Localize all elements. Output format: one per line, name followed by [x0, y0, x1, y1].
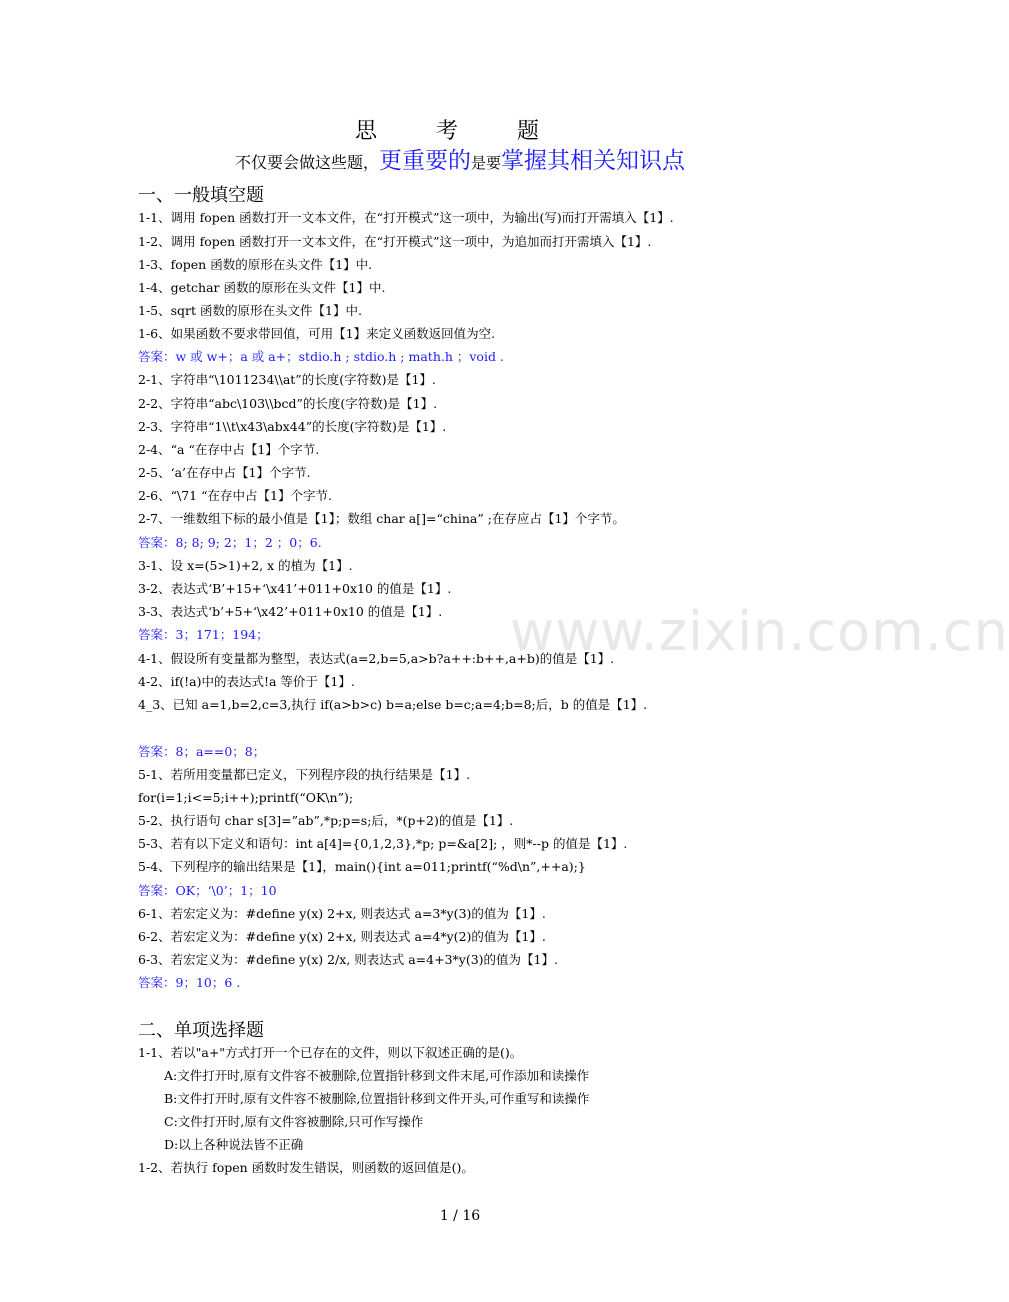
subtitle-emphasis-1: 更重要的: [379, 148, 471, 174]
question-line: 4-2、if(!a)中的表达式!a 等价于【1】.: [138, 674, 355, 689]
question-line: 5-2、执行语句 char s[3]=”ab”,*p;p=s;后，*(p+2)的值是【1】.: [138, 813, 514, 828]
code-line: for(i=1;i<=5;i++);printf(“OK\n”);: [138, 790, 354, 805]
question-line: 3-2、表达式‘B’+15+‘\x41’+011+0x10 的值是【1】.: [138, 581, 452, 596]
question-line: 5-1、若所用变量都已定义，下列程序段的执行结果是【1】.: [138, 767, 471, 782]
question-line: 1-6、如果函数不要求带回值，可用【1】来定义函数返回值为空.: [138, 326, 496, 341]
answer-line: 答案：8; 8; 9; 2；1；2 ；0；6.: [138, 535, 322, 550]
question-line: 2-2、字符串“abc\103\\bcd”的长度(字符数)是【1】.: [138, 396, 438, 411]
question-line: 4-1、假设所有变量都为整型，表达式(a=2,b=5,a>b?a++:b++,a+b)的值是【1】.: [138, 651, 615, 666]
watermark: www.zixin.com.cn: [510, 600, 1009, 663]
question-line: 6-1、若宏定义为：#define y(x) 2+x, 则表达式 a=3*y(3)的值为【1】.: [138, 906, 546, 921]
question-line: 3-3、表达式‘b’+5+‘\x42’+011+0x10 的值是【1】.: [138, 604, 443, 619]
choice-option-d: D:以上各种说法皆不正确: [164, 1137, 304, 1152]
question-line: 1-1、若以"a+"方式打开一个已存在的文件，则以下叙述正确的是()。: [138, 1045, 523, 1060]
question-line: 2-4、“a “在存中占【1】个字节.: [138, 442, 320, 457]
question-line: 6-2、若宏定义为：#define y(x) 2+x, 则表达式 a=4*y(2)的值为【1】.: [138, 929, 546, 944]
question-line: 4_3、已知 a=1,b=2,c=3,执行 if(a>b>c) b=a;else b=c;a=4;b=8;后，b 的值是【1】.: [138, 697, 648, 712]
answer-line: 答案：3；171；194；: [138, 627, 269, 642]
section-heading-fill-in: 一、一般填空题: [138, 185, 264, 206]
question-line: 1-1、调用 fopen 函数打开一文本文件，在“打开模式”这一项中，为输出(写)而打开需填入【1】.: [138, 210, 674, 225]
question-line: 2-6、“\71 “在存中占【1】个字节.: [138, 488, 332, 503]
choice-option-b: B:文件打开时,原有文件容不被删除,位置指针移到文件开头,可作重写和读操作: [164, 1091, 590, 1106]
question-line: 3-1、设 x=(5>1)+2, x 的植为【1】.: [138, 558, 353, 573]
question-line: 1-5、sqrt 函数的原形在头文件【1】中.: [138, 303, 362, 318]
question-line: 1-2、调用 fopen 函数打开一文本文件，在“打开模式”这一项中，为追加而打开需填入【1】.: [138, 234, 652, 249]
question-line: 5-4、下列程序的输出结果是【1】，main(){int a=011;printf(“%d\n”,++a);}: [138, 859, 586, 874]
choice-option-c: C:文件打开时,原有文件容被删除,只可作写操作: [164, 1114, 424, 1129]
question-line: 2-3、字符串“1\\t\x43\abx44”的长度(字符数)是【1】.: [138, 419, 447, 434]
answer-line: 答案：OK；‘\0’；1；10: [138, 883, 277, 898]
subtitle-emphasis-2: 掌握其相关知识点: [501, 148, 686, 174]
question-line: 1-4、getchar 函数的原形在头文件【1】中.: [138, 280, 386, 295]
question-line: 6-3、若宏定义为：#define y(x) 2/x, 则表达式 a=4+3*y(3)的值为【1】.: [138, 952, 558, 967]
page-subtitle: [0, 142, 920, 175]
question-line: 2-1、字符串“\1011234\\at”的长度(字符数)是【1】.: [138, 372, 436, 387]
subtitle-part-1: 不仅要会做这些题，: [234, 153, 379, 172]
question-line: 5-3、若有以下定义和语句：int a[4]={0,1,2,3},*p; p=&a[2]; ，则*--p 的值是【1】.: [138, 836, 628, 851]
answer-line: 答案：8；a==0；8；: [138, 744, 266, 759]
answer-line: 答案：9；10；6 .: [138, 975, 241, 990]
question-line: 2-5、‘a’在存中占【1】个字节.: [138, 465, 311, 480]
subtitle-part-3: 是要: [471, 154, 502, 172]
question-line: 2-7、一维数组下标的最小值是【1】；数组 char a[]=“china” ;在存应占【1】个字节。: [138, 511, 625, 526]
answer-line: 答案：w 或 w+；a 或 a+；stdio.h ; stdio.h ; math.h ；void .: [138, 349, 504, 364]
section-heading-single-choice: 二、单项选择题: [138, 1020, 264, 1041]
question-line: 1-3、fopen 函数的原形在头文件【1】中.: [138, 257, 373, 272]
page-number: 1 / 16: [439, 1208, 481, 1224]
choice-option-a: A:文件打开时,原有文件容不被删除,位置指针移到文件末尾,可作添加和读操作: [164, 1068, 590, 1083]
page-title: 思 考 题: [355, 119, 565, 144]
question-line: 1-2、若执行 fopen 函数时发生错误，则函数的返回值是()。: [138, 1160, 474, 1175]
